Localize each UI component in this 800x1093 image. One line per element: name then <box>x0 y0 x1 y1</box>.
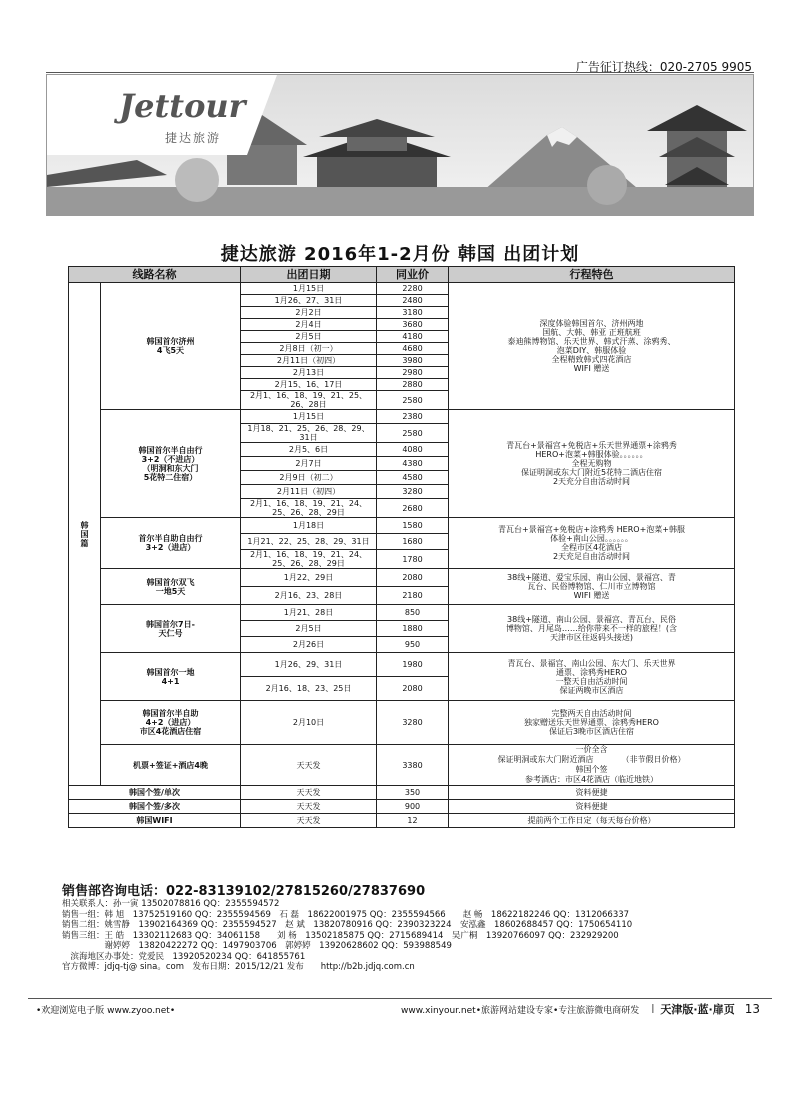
departure-date: 2月5日 <box>241 331 377 343</box>
logo-subtitle: 捷达旅游 <box>165 131 222 145</box>
departure-date: 1月15日 <box>241 410 377 424</box>
route-line: 3+2（进店） <box>145 543 196 552</box>
agent-price: 2380 <box>377 410 449 424</box>
footer-middle: www.xinyour.net•旅游网站建设专家•专注旅游微电商研发 <box>401 1005 640 1016</box>
plan-title: 捷达旅游 2016年1-2月份 韩国 出团计划 <box>220 244 580 265</box>
departure-date: 1月21、28日 <box>241 605 377 621</box>
route-name <box>101 701 241 745</box>
agent-price: 2980 <box>377 367 449 379</box>
agent-price: 2080 <box>377 677 449 701</box>
route-line: 4飞5天 <box>156 346 185 355</box>
feature-line: 青瓦台+景福宫+免税店+乐天世界通票+涂鸦秀 <box>506 441 677 450</box>
feature-line: 国航、大韩、韩亚 正班航班 <box>542 328 641 337</box>
footer-left: •欢迎浏览电子版 www.zyoo.net• <box>36 1005 176 1016</box>
route-name: 韩国WIFI <box>69 814 241 828</box>
departure-date: 2月16、18、23、25日 <box>241 677 377 701</box>
tour-plan-table <box>68 266 735 828</box>
feature-line: 38线+隧道、南山公园、景福宫、青瓦台、民俗 <box>507 615 676 624</box>
features-cell <box>449 701 735 745</box>
footer-edition: 天津版·蓝·扉页 <box>660 1003 735 1016</box>
agent-price: 1580 <box>377 518 449 534</box>
route-line: 首尔半自助自由行 <box>138 534 203 543</box>
feature-line: 天津市区往返码头接送) <box>549 633 634 642</box>
route-name <box>101 653 241 701</box>
table-row <box>69 653 735 677</box>
feature-line: 参考酒店：市区4花酒店（临近地铁） <box>524 775 659 784</box>
feature-line: 一价全含 <box>575 745 608 754</box>
departure-date: 1月22、29日 <box>241 569 377 587</box>
departure-date: 2月1、16、18、19、21、25、26、28日 <box>241 391 377 410</box>
agent-price: 2880 <box>377 379 449 391</box>
route-line: （明洞和东大门 <box>142 463 199 473</box>
departure-date: 2月11日（初四） <box>241 355 377 367</box>
contact-line: 滨海地区办事处：党爱民 13920520234 QQ：641855761 <box>62 951 306 962</box>
table-row <box>69 605 735 621</box>
departure-date: 2月1、16、18、19、21、24、25、26、28、29日 <box>241 550 377 569</box>
table-row <box>69 569 735 587</box>
agent-price: 4680 <box>377 343 449 355</box>
features-cell <box>449 745 735 786</box>
departure-date: 天天发 <box>241 814 377 828</box>
feature-line: 一整天自由活动时间 <box>555 676 628 686</box>
contact-line: 相关联系人：孙一寅 13502078816 QQ：2355594572 <box>62 899 280 909</box>
agent-price: 4180 <box>377 331 449 343</box>
table-row <box>69 283 735 295</box>
agent-price: 950 <box>377 637 449 653</box>
departure-date: 2月5、6日 <box>241 443 377 457</box>
features-cell <box>449 410 735 518</box>
departure-date: 2月10日 <box>241 701 377 745</box>
feature-line: HERO+泡菜+韩服体验。。。。。。 <box>535 450 648 459</box>
feature-line: 38线+隧道、爱宝乐园、南山公园、景福宫、青 <box>507 573 676 582</box>
table-row <box>69 701 735 745</box>
agent-price: 2580 <box>377 424 449 443</box>
route-line: 3+2（不进店） <box>141 454 200 464</box>
departure-date: 2月15、16、17日 <box>241 379 377 391</box>
agent-price: 3980 <box>377 355 449 367</box>
bottom-divider <box>28 998 772 999</box>
feature-line: 泰迪熊博物馆、乐天世界、韩式汗蒸、涂鸦秀、 <box>507 337 676 346</box>
departure-date: 2月2日 <box>241 307 377 319</box>
departure-date: 1月18、21、25、26、28、29、31日 <box>241 424 377 443</box>
jettour-logo <box>47 75 277 155</box>
plan-section <box>58 218 742 888</box>
departure-date: 天天发 <box>241 786 377 800</box>
features-cell: 资料便捷 <box>449 786 735 800</box>
features-cell <box>449 605 735 653</box>
departure-date: 2月4日 <box>241 319 377 331</box>
departure-date: 2月13日 <box>241 367 377 379</box>
departure-date: 2月7日 <box>241 457 377 471</box>
contact-line: 谢婷婷 13820422272 QQ：1497903706 郭婷婷 13920628602 QQ：593988549 <box>62 941 452 951</box>
route-name: 韩国个签/单次 <box>69 786 241 800</box>
feature-line: 保证两晚市区酒店 <box>559 685 624 695</box>
table-row <box>69 786 735 800</box>
agent-price: 2480 <box>377 295 449 307</box>
agent-price: 350 <box>377 786 449 800</box>
route-line: 4+1 <box>161 676 180 686</box>
route-line: 韩国首尔双飞 <box>146 577 195 587</box>
col-price: 同业价 <box>377 267 449 283</box>
agent-price: 1680 <box>377 534 449 550</box>
route-line: 5花特二住宿） <box>143 472 198 482</box>
agent-price: 1780 <box>377 550 449 569</box>
route-line: 天仁号 <box>158 628 183 638</box>
feature-line: 完整两天自由活动时间 <box>551 709 632 718</box>
departure-date: 1月26、27、31日 <box>241 295 377 307</box>
feature-line: 青瓦台、景福宫、南山公园、东大门、乐天世界 <box>507 658 676 668</box>
agent-price: 1980 <box>377 653 449 677</box>
agent-price: 4580 <box>377 471 449 485</box>
feature-line: WIFI 赠送 <box>573 591 610 600</box>
departure-date: 2月26日 <box>241 637 377 653</box>
feature-line: 2天充分自由活动时间 <box>552 477 631 486</box>
agent-price: 4380 <box>377 457 449 471</box>
feature-line: 2天充足自由活动时间 <box>552 552 631 561</box>
agent-price: 850 <box>377 605 449 621</box>
departure-date: 2月9日（初二） <box>241 471 377 485</box>
agent-price: 2180 <box>377 587 449 605</box>
features-cell <box>449 653 735 701</box>
feature-line: 独家赠送乐天世界通票、涂鸦秀HERO <box>524 718 659 727</box>
departure-date: 1月18日 <box>241 518 377 534</box>
table-row <box>69 410 735 424</box>
col-features: 行程特色 <box>449 267 735 283</box>
features-cell <box>449 283 735 410</box>
agent-price: 3280 <box>377 485 449 499</box>
ad-hotline: 广告征订热线：020-2705 9905 <box>575 60 752 74</box>
departure-date: 2月1、16、18、19、21、24、25、26、28、29日 <box>241 499 377 518</box>
agent-price: 2280 <box>377 283 449 295</box>
route-line: 机票+签证+酒店4晚 <box>133 760 208 770</box>
route-name: 韩国个签/多次 <box>69 800 241 814</box>
departure-date: 2月11日（初四） <box>241 485 377 499</box>
table-row <box>69 814 735 828</box>
departure-date: 天天发 <box>241 745 377 786</box>
agent-price: 3280 <box>377 701 449 745</box>
feature-line: 全程市区4花酒店 <box>560 543 623 552</box>
route-line: 韩国首尔半自由行 <box>138 445 203 455</box>
contact-line: 销售三组：王 皓 13302112683 QQ：34061158 刘 杨 13502185875 QQ：2715689414 吴广桐 13920766097 QQ：232929200 <box>62 930 619 941</box>
route-line: 市区4花酒店住宿 <box>139 727 202 736</box>
feature-line: 博物馆、月尾岛……给你带来不一样的旅程！(含 <box>505 624 678 633</box>
feature-line: WIFI 赠送 <box>573 364 610 373</box>
agent-price: 3380 <box>377 745 449 786</box>
agent-price: 3680 <box>377 319 449 331</box>
contact-line: 官方微博：jdjq-tj@ sina。com 发布日期：2015/12/21 发布 http://b2b.jdjq.com.cn <box>62 962 415 972</box>
route-line: 韩国首尔一地 <box>146 667 195 677</box>
category-label: 韩 国 篇 <box>69 283 101 786</box>
feature-line: 保证后3晚市区酒店住宿 <box>548 727 635 736</box>
table-header <box>69 267 735 283</box>
route-name <box>101 745 241 786</box>
agent-price: 3180 <box>377 307 449 319</box>
agent-price: 4080 <box>377 443 449 457</box>
departure-date: 2月5日 <box>241 621 377 637</box>
features-cell: 提前两个工作日定（每天每台价格） <box>449 814 735 828</box>
feature-line: 韩国个签 <box>575 765 608 774</box>
feature-line: 体验+南山公园。。。。。。 <box>550 534 633 543</box>
contact-line: 销售二组：姚雪静 13902164369 QQ：2355594527 赵 斌 13820780916 QQ：2390323224 安泓鑫 18602688457 QQ：1750654110 <box>62 920 633 930</box>
feature-line: 瓦台、民俗博物馆、仁川市立博物馆 <box>527 582 656 591</box>
route-line: 一地5天 <box>155 586 186 596</box>
page-number: 13 <box>744 1002 760 1016</box>
feature-line: 通票、涂鸦秀HERO <box>556 667 627 677</box>
departure-date: 天天发 <box>241 800 377 814</box>
route-name <box>101 518 241 569</box>
logo-wordmark: Jettour <box>119 87 246 125</box>
features-cell <box>449 518 735 569</box>
route-line: 韩国首尔7日- <box>146 619 195 629</box>
agent-price: 900 <box>377 800 449 814</box>
table-row <box>69 745 735 786</box>
col-date: 出团日期 <box>241 267 377 283</box>
agent-price: 2080 <box>377 569 449 587</box>
feature-line: 保证明洞或东大门附近酒店 （非节假日价格） <box>497 755 686 764</box>
page-footer: •欢迎浏览电子版 www.zyoo.net• www.xinyour.net•旅游网站建设专家•专注旅游微电商研发 | 天津版·蓝·扉页 13 <box>36 1002 760 1016</box>
col-route: 线路名称 <box>69 267 241 283</box>
contact-section <box>62 880 752 973</box>
agent-price: 1880 <box>377 621 449 637</box>
feature-line: 保证明洞或东大门附近5花特二酒店住宿 <box>520 468 663 477</box>
feature-line: 全程无购物 <box>571 459 612 468</box>
agent-price: 2680 <box>377 499 449 518</box>
route-name <box>101 410 241 518</box>
sales-phone: 销售部咨询电话：022-83139102/27815260/27837690 <box>62 884 426 899</box>
departure-date: 2月8日（初一） <box>241 343 377 355</box>
route-line: 韩国首尔济州 <box>146 337 195 346</box>
route-line: 4+2（进店） <box>145 718 196 727</box>
route-line: 韩国首尔半自助 <box>142 709 199 718</box>
table-row <box>69 800 735 814</box>
contact-line: 销售一组：韩 旭 13752519160 QQ：2355594569 石 磊 18622001975 QQ：2355594566 赵 畅 18622182246 QQ：1312066337 <box>62 909 630 920</box>
top-divider <box>46 72 754 73</box>
departure-date: 2月16、23、28日 <box>241 587 377 605</box>
route-name <box>101 283 241 410</box>
table-row <box>69 518 735 534</box>
agent-price: 12 <box>377 814 449 828</box>
departure-date: 1月26、29、31日 <box>241 653 377 677</box>
features-cell <box>449 569 735 605</box>
feature-line: 青瓦台+景福宫+免税店+涂鸦秀 HERO+泡菜+韩服 <box>498 525 685 534</box>
feature-line: 泡菜DIY、韩服体验 <box>556 346 627 355</box>
feature-line: 深度体验韩国首尔、济州两地 <box>539 319 644 328</box>
departure-date: 1月15日 <box>241 283 377 295</box>
banner-image <box>46 74 754 216</box>
features-cell: 资料便捷 <box>449 800 735 814</box>
departure-date: 1月21、22、25、28、29、31日 <box>241 534 377 550</box>
route-name <box>101 569 241 605</box>
feature-line: 全程精致韩式四花酒店 <box>551 355 632 364</box>
agent-price: 2580 <box>377 391 449 410</box>
route-name <box>101 605 241 653</box>
